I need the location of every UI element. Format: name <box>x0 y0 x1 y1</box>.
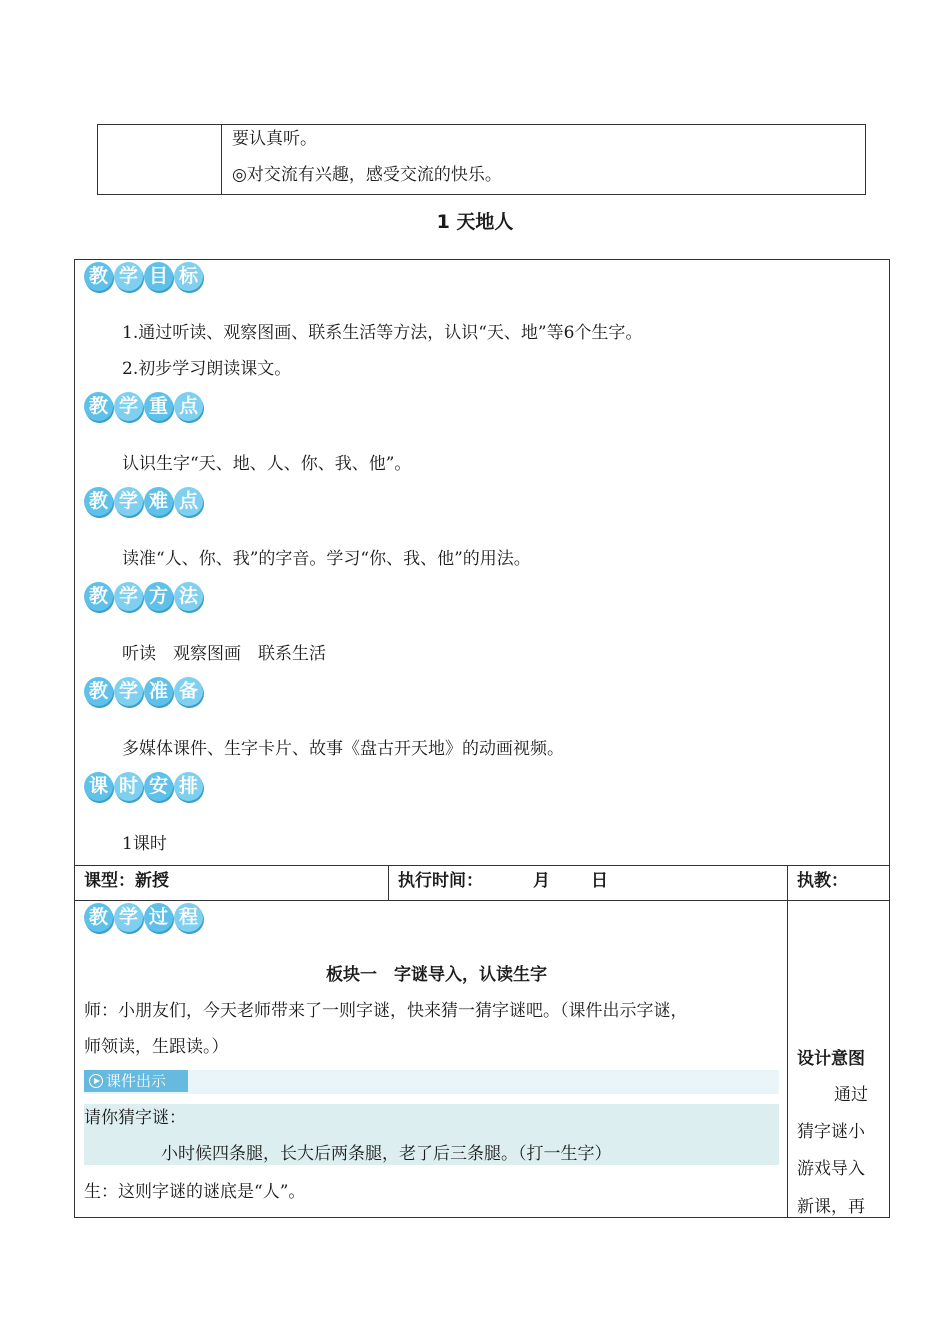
methods-text: 听读 观察图画 联系生活 <box>122 644 326 664</box>
schedule-text: 1课时 <box>122 834 167 854</box>
badge-char: 目 <box>144 262 173 291</box>
preparation-badge <box>84 677 203 711</box>
badge-char: 教 <box>84 903 113 932</box>
key-points-text: 认识生字“天、地、人、你、我、他”。 <box>122 454 412 474</box>
badge-char: 学 <box>114 262 143 291</box>
badge-char: 备 <box>174 677 203 706</box>
objective-item-1: 1.通过听读、观察图画、联系生活等方法，认识“天、地”等6个生字。 <box>122 323 643 343</box>
badge-char: 学 <box>114 392 143 421</box>
execution-time-label: 执行时间： <box>398 871 483 891</box>
badge-char: 学 <box>114 903 143 932</box>
objectives-badge <box>84 262 203 296</box>
badge-char: 安 <box>144 772 173 801</box>
badge-char: 程 <box>174 903 203 932</box>
badge-char: 点 <box>174 487 203 516</box>
difficulties-badge <box>84 487 203 521</box>
badge-char: 标 <box>174 262 203 291</box>
badge-char: 准 <box>144 677 173 706</box>
badge-char: 过 <box>144 903 173 932</box>
lesson-title: 1 天地人 <box>436 211 514 233</box>
riddle-prompt: 请你猜字谜： <box>84 1108 186 1128</box>
process-badge <box>84 903 203 937</box>
teacher-line-1: 师：小朋友们，今天老师带来了一则字谜，快来猜一猜字谜吧。（课件出示字谜， <box>84 1001 688 1021</box>
key-points-badge <box>84 392 203 426</box>
block-title: 板块一 字谜导入，认读生字 <box>326 965 547 985</box>
badge-char: 教 <box>84 677 113 706</box>
month-label: 月 <box>533 871 550 891</box>
badge-char: 课 <box>84 772 113 801</box>
design-intent-line-3: 游戏导入 <box>797 1159 865 1179</box>
badge-char: 法 <box>174 582 203 611</box>
teacher-label: 执教： <box>797 871 848 891</box>
riddle-text: 小时候四条腿，长大后两条腿，老了后三条腿。（打一生字） <box>161 1144 612 1164</box>
day-label: 日 <box>591 871 608 891</box>
badge-char: 时 <box>114 772 143 801</box>
prev-table-line1: 要认真听。 <box>232 129 317 149</box>
play-icon <box>89 1074 103 1088</box>
courseware-tag <box>84 1070 188 1092</box>
badge-char: 教 <box>84 262 113 291</box>
design-intent-line-1: 通过 <box>834 1085 868 1105</box>
lesson-type: 课型：新授 <box>84 871 169 891</box>
badge-char: 点 <box>174 392 203 421</box>
badge-char: 教 <box>84 487 113 516</box>
badge-char: 学 <box>114 582 143 611</box>
courseware-tag-label: 课件出示 <box>106 1072 167 1090</box>
badge-char: 排 <box>174 772 203 801</box>
badge-char: 教 <box>84 582 113 611</box>
student-line: 生：这则字谜的谜底是“人”。 <box>84 1182 306 1202</box>
design-intent-line-4: 新课，再 <box>797 1197 865 1217</box>
design-intent-title: 设计意图 <box>797 1049 865 1069</box>
schedule-badge <box>84 772 203 806</box>
badge-char: 重 <box>144 392 173 421</box>
methods-badge <box>84 582 203 616</box>
badge-char: 难 <box>144 487 173 516</box>
objective-item-2: 2.初步学习朗读课文。 <box>122 359 292 379</box>
prev-table-line2: ◎对交流有兴趣，感受交流的快乐。 <box>232 165 502 185</box>
badge-char: 学 <box>114 487 143 516</box>
teacher-line-2: 师领读，生跟读。） <box>84 1037 229 1057</box>
courseware-bar <box>84 1070 779 1094</box>
badge-char: 教 <box>84 392 113 421</box>
design-intent-line-2: 猜字谜小 <box>797 1122 865 1142</box>
preparation-text: 多媒体课件、生字卡片、故事《盘古开天地》的动画视频。 <box>122 739 564 759</box>
badge-char: 学 <box>114 677 143 706</box>
badge-char: 方 <box>144 582 173 611</box>
difficulties-text: 读准“人、你、我”的字音。学习“你、我、他”的用法。 <box>122 549 531 569</box>
